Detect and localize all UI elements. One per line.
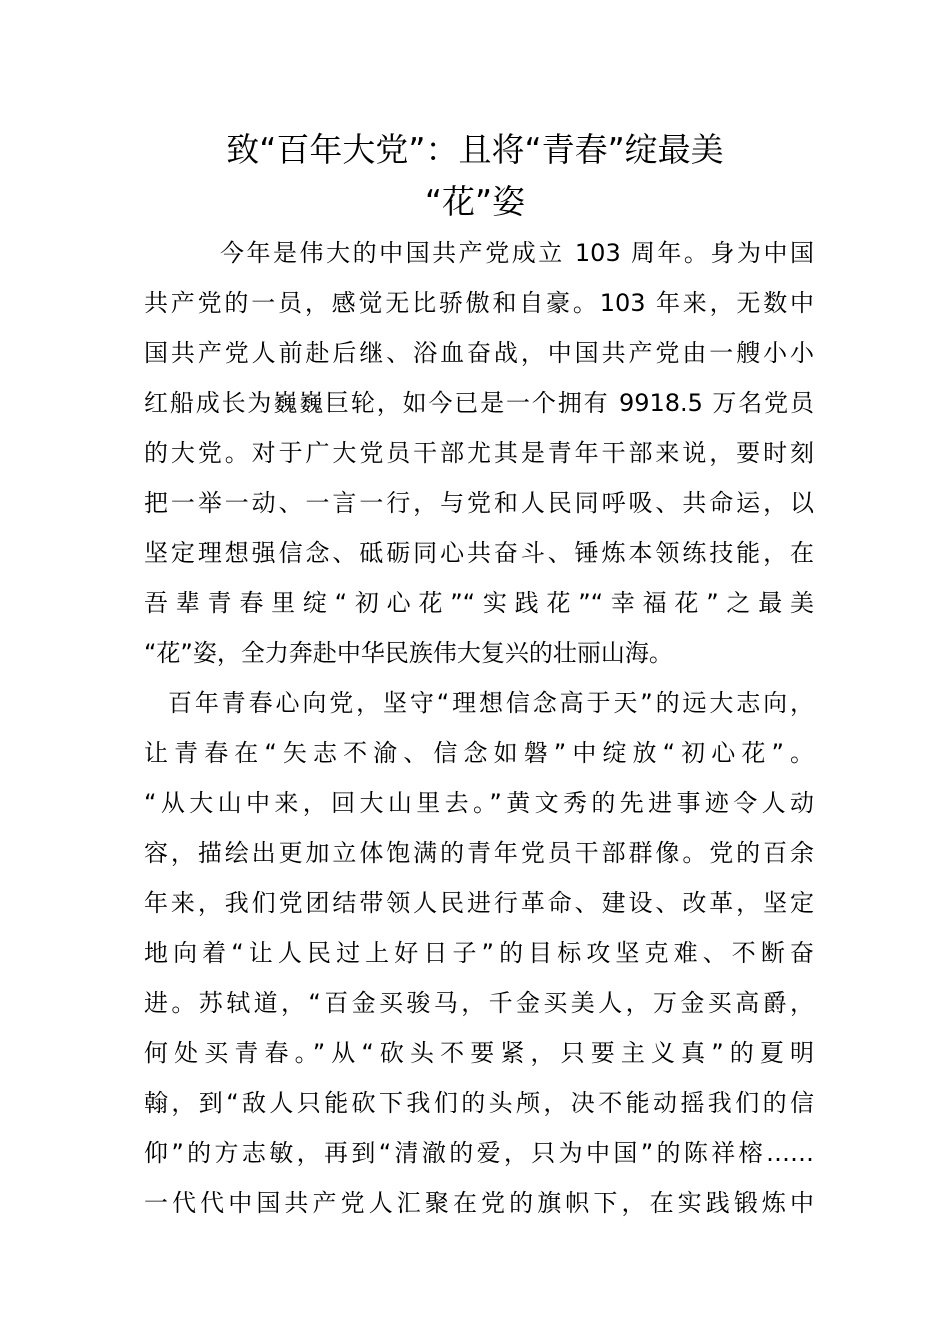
paragraph-line: 年来，我们党团结带领人民进行革命、建设、改革，坚定 [144, 889, 814, 917]
paragraph-line: 何处买青春。”从“砍头不要紧，只要主义真”的夏明 [144, 1039, 814, 1067]
paragraph-line: 吾辈青春里绽“初心花”“实践花”“幸福花”之最美 [144, 589, 814, 617]
paragraph-line: 坚定理想强信念、砥砺同心共奋斗、锤炼本领练技能，在 [144, 539, 814, 567]
paragraph-line: 今年是伟大的中国共产党成立 103 周年。身为中国 [220, 239, 814, 267]
paragraph-line: 进。苏轼道，“百金买骏马，千金买美人，万金买高爵， [144, 989, 814, 1017]
document-body [144, 228, 814, 1228]
paragraph-line: 让青春在“矢志不渝、信念如磐”中绽放“初心花”。 [144, 739, 814, 767]
paragraph-line: 共产党的一员，感觉无比骄傲和自豪。103 年来，无数中 [144, 289, 814, 317]
paragraph-line: 仰”的方志敏，再到“清澈的爱，只为中国”的陈祥榕…… [144, 1139, 814, 1167]
title-line-2: “花”姿 [424, 182, 526, 221]
paragraph-line: 百年青春心向党，坚守“理想信念高于天”的远大志向， [168, 689, 814, 717]
paragraph-line: 一代代中国共产党人汇聚在党的旗帜下，在实践锻炼中 [144, 1189, 814, 1217]
paragraph-line: 国共产党人前赴后继、浴血奋战，中国共产党由一艘小小 [144, 339, 814, 367]
paragraph-line: “从大山中来，回大山里去。”黄文秀的先进事迹令人动 [144, 789, 814, 817]
paragraph-line: “花”姿，全力奔赴中华民族伟大复兴的壮丽山海。 [144, 639, 673, 667]
paragraph-line: 把一举一动、一言一行，与党和人民同呼吸、共命运，以 [144, 489, 814, 517]
title-line-1: 致“百年大党”：且将“青春”绽最美 [226, 130, 724, 169]
paragraph-line: 的大党。对于广大党员干部尤其是青年干部来说，要时刻 [144, 439, 814, 467]
paragraph-line: 翰，到“敌人只能砍下我们的头颅，决不能动摇我们的信 [144, 1089, 814, 1117]
paragraph-line: 地向着“让人民过上好日子”的目标攻坚克难、不断奋 [144, 939, 814, 967]
paragraph-line: 容，描绘出更加立体饱满的青年党员干部群像。党的百余 [144, 839, 814, 867]
paragraph-line: 红船成长为巍巍巨轮，如今已是一个拥有 9918.5 万名党员 [144, 389, 814, 417]
document-title [140, 124, 810, 228]
